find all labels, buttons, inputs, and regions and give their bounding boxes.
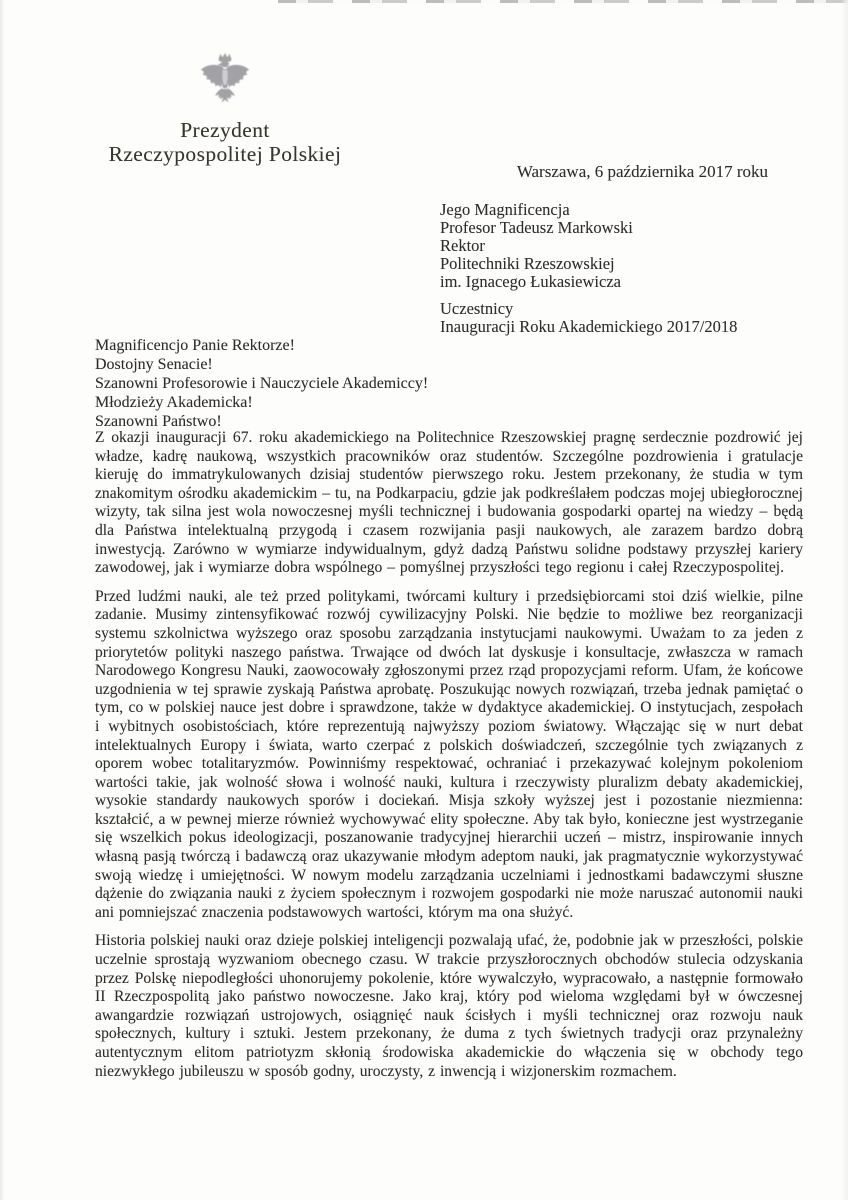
- salutation-line: Szanowni Państwo!: [95, 413, 222, 430]
- paragraph: Historia polskiej nauki oraz dzieje polskiej inteligencji pozwalają ufać, że, podobnie jak w przeszłości, polskie uczelnie sprostają wyzwaniom obecnego czasu. W trakcie przyszłorocznych obchodów stulecia odzyskania przez Polskę niepodległości uhonorujemy pokolenie, które wywalczyło, wypracowało, a następnie formowało II Rzeczpospolitą jako państwo nowoczesne. Jako kraj, który pod wieloma względami był w ówczesnej awangardzie rozwiązań ustrojowych, osiągnięć nauk ścisłych i myśli technicznej oraz rozwoju nauk społecznych, kultury i sztuki. Jestem przekonany, że duma z tych świetnych tradycji oraz przynależny autentycznym elitom patriotyzm skłonią środowiska akademickie do włączenia się w obchody tego niezwykłego jubileuszu w sposób godny, uroczysty, z inwencją i wizjonerskim rozmachem.: [95, 932, 803, 1080]
- scan-edge-left: [0, 0, 5, 1200]
- letterhead-title-line1: Prezydent: [180, 118, 270, 142]
- letterhead-title-line2: Rzeczypospolitej Polskiej: [108, 142, 342, 166]
- letter-body: [95, 429, 803, 1091]
- scan-edge-right: [841, 0, 848, 1200]
- letterhead: [85, 50, 365, 166]
- polish-eagle-icon: [197, 50, 253, 114]
- paragraph: Z okazji inauguracji 67. roku akademickiego na Politechnice Rzeszowskiej pragnę serdecznie pozdrowić jej władze, kadrę naukową, wszystkich pracowników oraz studentów. Szczególne pozdrowienia i gratulacje kieruję do immatrykulowanych dzisiaj studentów pierwszego roku. Jestem przekonany, że studia w tym znakomitym ośrodku akademickim – tu, na Podkarpaciu, gdzie jak podkreślałem podczas mojej ubiegłorocznej wizyty, tak silna jest wola nowoczesnej myśli technicznej i budowania gospodarki opartej na wiedzy – będą dla Państwa intelektualną przygodą i czasem rozwijania pasji naukowych, ale zarazem bardzo dobrą inwestycją. Zarówno w wymiarze indywidualnym, gdyż dadzą Państwu solidne podstawy przyszłej kariery zawodowej, jak i wymiarze dobra wspólnego – pomyślnej przyszłości tego regionu i całej Rzeczypospolitej.: [95, 429, 803, 577]
- addressee-line: Jego Magnificencja: [440, 200, 570, 219]
- addressee-line: Politechniki Rzeszowskiej: [440, 254, 615, 273]
- addressee-line: Profesor Tadeusz Markowski: [440, 218, 633, 237]
- salutation-line: Szanowni Profesorowie i Nauczyciele Akademiccy!: [95, 375, 429, 392]
- addressee-block: [440, 201, 737, 336]
- addressee-line: Inauguracji Roku Akademickiego 2017/2018: [440, 317, 738, 336]
- scan-artifact-top: [278, 0, 848, 3]
- paragraph: Przed ludźmi nauki, ale też przed politykami, twórcami kultury i przedsiębiorcami stoi dziś wielkie, pilne zadanie. Musimy zintensyfikować rozwój cywilizacyjny Polski. Nie będzie to możliwe bez reorganizacji systemu szkolnictwa wyższego oraz sposobu zarządzania instytucjami naukowymi. Uważam to za jeden z priorytetów polityki naszego państwa. Trwające od dwóch lat dyskusje i konsultacje, zwłaszcza w ramach Narodowego Kongresu Nauki, zaowocowały zgłoszonymi przez rząd propozycjami reform. Ufam, że końcowe uzgodnienia w tej sprawie zyskają Państwa aprobatę. Poszukując nowych rozwiązań, trzeba jednak pamiętać o tym, co w polskiej nauce jest dobre i sprawdzone, także w dydaktyce akademickiej. O instytucjach, zespołach i wybitnych osobistościach, które reprezentują najwyższy poziom światowy. Włączając się w nurt debat intelektualnych Europy i świata, warto czerpać z polskich doświadczeń, szczególnie tych związanych z oporem wobec totalitaryzmów. Powinniśmy respektować, ochraniać i przekazywać kolejnym pokoleniom wartości takie, jak wolność słowa i wolność nauki, kultura i rzeczywisty pluralizm debaty akademickiej, wysokie standardy naukowych sporów i dociekań. Misja szkoły wyższej jest i pozostanie niezmienna: kształcić, a w pewnej mierze również wychowywać elity społeczne. Aby tak było, konieczne jest wystrzeganie się wszelkich pokus ideologizacji, poszanowanie tradycyjnej hierarchii uczeń – mistrz, inspirowanie innych własną pasją twórczą i badawczą oraz ukazywanie młodym adeptom nauki, jak pragmatycznie wykorzystywać swoją wiedzę i umiejętności. W nowym modelu zarządzania uczelniami i jednostkami badawczymi słuszne dążenie do związania nauki z życiem społecznym i rozwojem gospodarki nie może naruszać autonomii nauki ani pomniejszać znaczenia podstawowych wartości, którym ma ona służyć.: [95, 587, 803, 921]
- salutation-line: Młodzieży Akademicka!: [95, 394, 253, 411]
- addressee-line: Rektor: [440, 236, 485, 255]
- salutation-line: Dostojny Senacie!: [95, 356, 213, 373]
- salutation-line: Magnificencjo Panie Rektorze!: [95, 337, 295, 354]
- dateline: Warszawa, 6 października 2017 roku: [516, 162, 768, 181]
- addressee-line: im. Ignacego Łukasiewicza: [440, 272, 621, 291]
- salutation-block: [95, 336, 428, 431]
- addressee-line: Uczestnicy: [440, 299, 514, 318]
